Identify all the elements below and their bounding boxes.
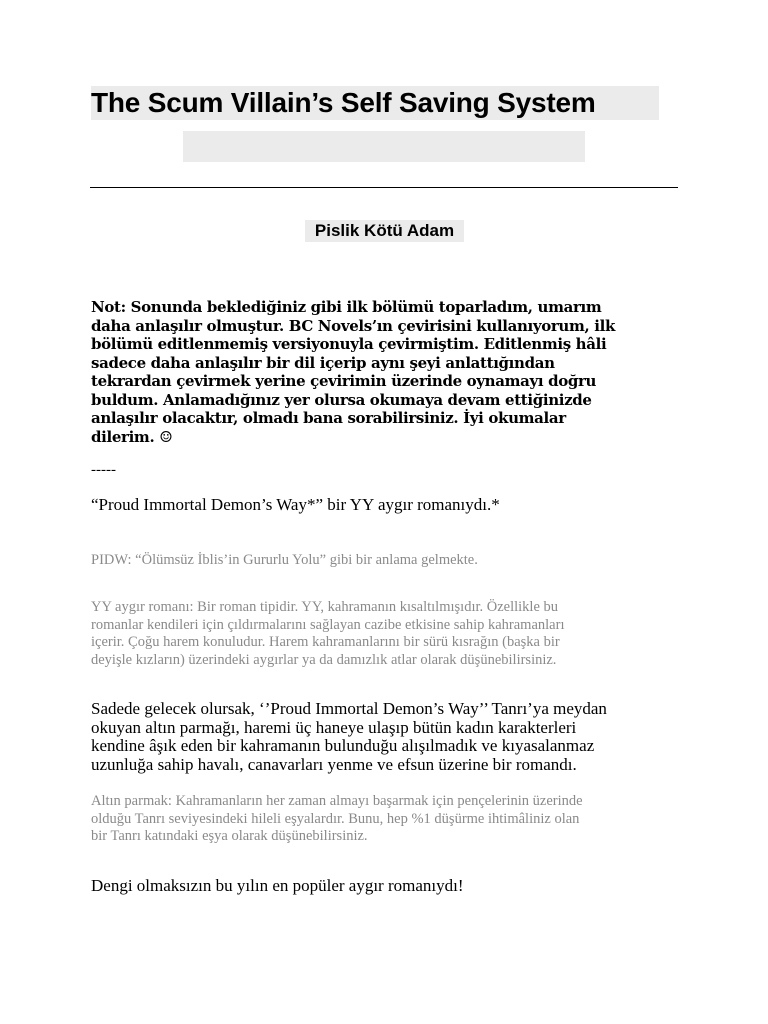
note-line: sadece daha anlaşılır bir dil içerip aynı şeyi anlattığından xyxy=(91,353,555,372)
footnote-line: YY aygır romanı: Bir roman tipidir. YY, kahramanın kısaltılmışıdır. Özellikle bu xyxy=(91,599,559,615)
footnote-line: PIDW: “Ölümsüz İblis’in Gururlu Yolu” gibi bir anlama gelmekte. xyxy=(91,552,478,568)
footnote-line: içerir. Çoğu harem konuludur. Harem kahramanlarını bir sürü kısrağın (başka bir xyxy=(91,634,560,651)
paragraph-line: kendine âşık eden bir kahramanın bulunduğu alışılmadık ve kıyasalanmaz xyxy=(91,736,595,756)
footnote-pidw xyxy=(91,552,691,570)
footnote-line: olduğu Tanrı seviyesindeki hileli eşyalardır. Bunu, hep %1 düşürme ihtimâliniz olan xyxy=(91,810,580,827)
footnote-line: bir Tanrı katındaki eşya olarak düşünebilirsiniz. xyxy=(91,828,368,845)
note-line: daha anlaşılır olmuştur. BC Novels’ın çevirisini kullanıyorum, ilk xyxy=(91,316,615,335)
note-line: bölümü editlenmemiş versiyonuyla çevirmiştim. Editlenmiş hâli xyxy=(91,335,607,353)
footnote-line: Altın parmak: Kahramanların her zaman almayı başarmak için pençelerinin üzerinde xyxy=(91,793,583,809)
note-line: anlaşılır olacaktır, olmadı bana sorabilirsiniz. İyi okumalar xyxy=(91,409,566,427)
paragraph-3 xyxy=(91,877,691,896)
horizontal-rule xyxy=(90,187,678,188)
document-title: The Scum Villain’s Self Saving System xyxy=(91,86,659,120)
paragraph-line: Dengi olmaksızın bu yılın en popüler aygır romanıydı! xyxy=(91,876,464,895)
paragraph-line: okuyan altın parmağı, haremi üç haneye ulaşıp bütün kadın karakterleri xyxy=(91,717,577,737)
paragraph-1 xyxy=(91,496,691,515)
note-line: Not: Sonunda beklediğiniz gibi ilk bölümü toparladım, umarım xyxy=(91,298,602,316)
footnote-golden-finger xyxy=(91,793,691,846)
paragraph-line: Sadede gelecek olursak, ‘’Proud Immortal Demon’s Way’’ Tanrı’ya meydan xyxy=(91,699,607,718)
footnote-yy-novel xyxy=(91,599,691,669)
footnote-line: romanlar kendileri için çıldırmalarını sağlayan cazibe etkisine sahip kahramanları xyxy=(91,616,565,633)
note-line: tekrardan çevirmek yerine çevirimin üzerinde oynamayı doğru xyxy=(91,372,597,390)
paragraph-line: “Proud Immortal Demon’s Way*” bir YY aygır romanıydı.* xyxy=(91,495,500,514)
translator-note xyxy=(91,298,691,446)
paragraph-2 xyxy=(91,700,691,774)
subtitle-placeholder xyxy=(183,131,585,162)
footnote-line: deyişle kızların) üzerindeki aygırlar ya da damızlık atlar olarak düşünebilirsiniz. xyxy=(91,651,557,668)
note-line: dilerim. ☺ xyxy=(91,427,173,446)
chapter-title: Pislik Kötü Adam xyxy=(305,220,464,242)
paragraph-line: uzunluğa sahip havalı, canavarları yenme ve efsun üzerine bir romandı. xyxy=(91,754,577,774)
note-line: buldum. Anlamadığınız yer olursa okumaya devam ettiğinizde xyxy=(91,390,592,409)
section-separator: ----- xyxy=(91,462,116,478)
